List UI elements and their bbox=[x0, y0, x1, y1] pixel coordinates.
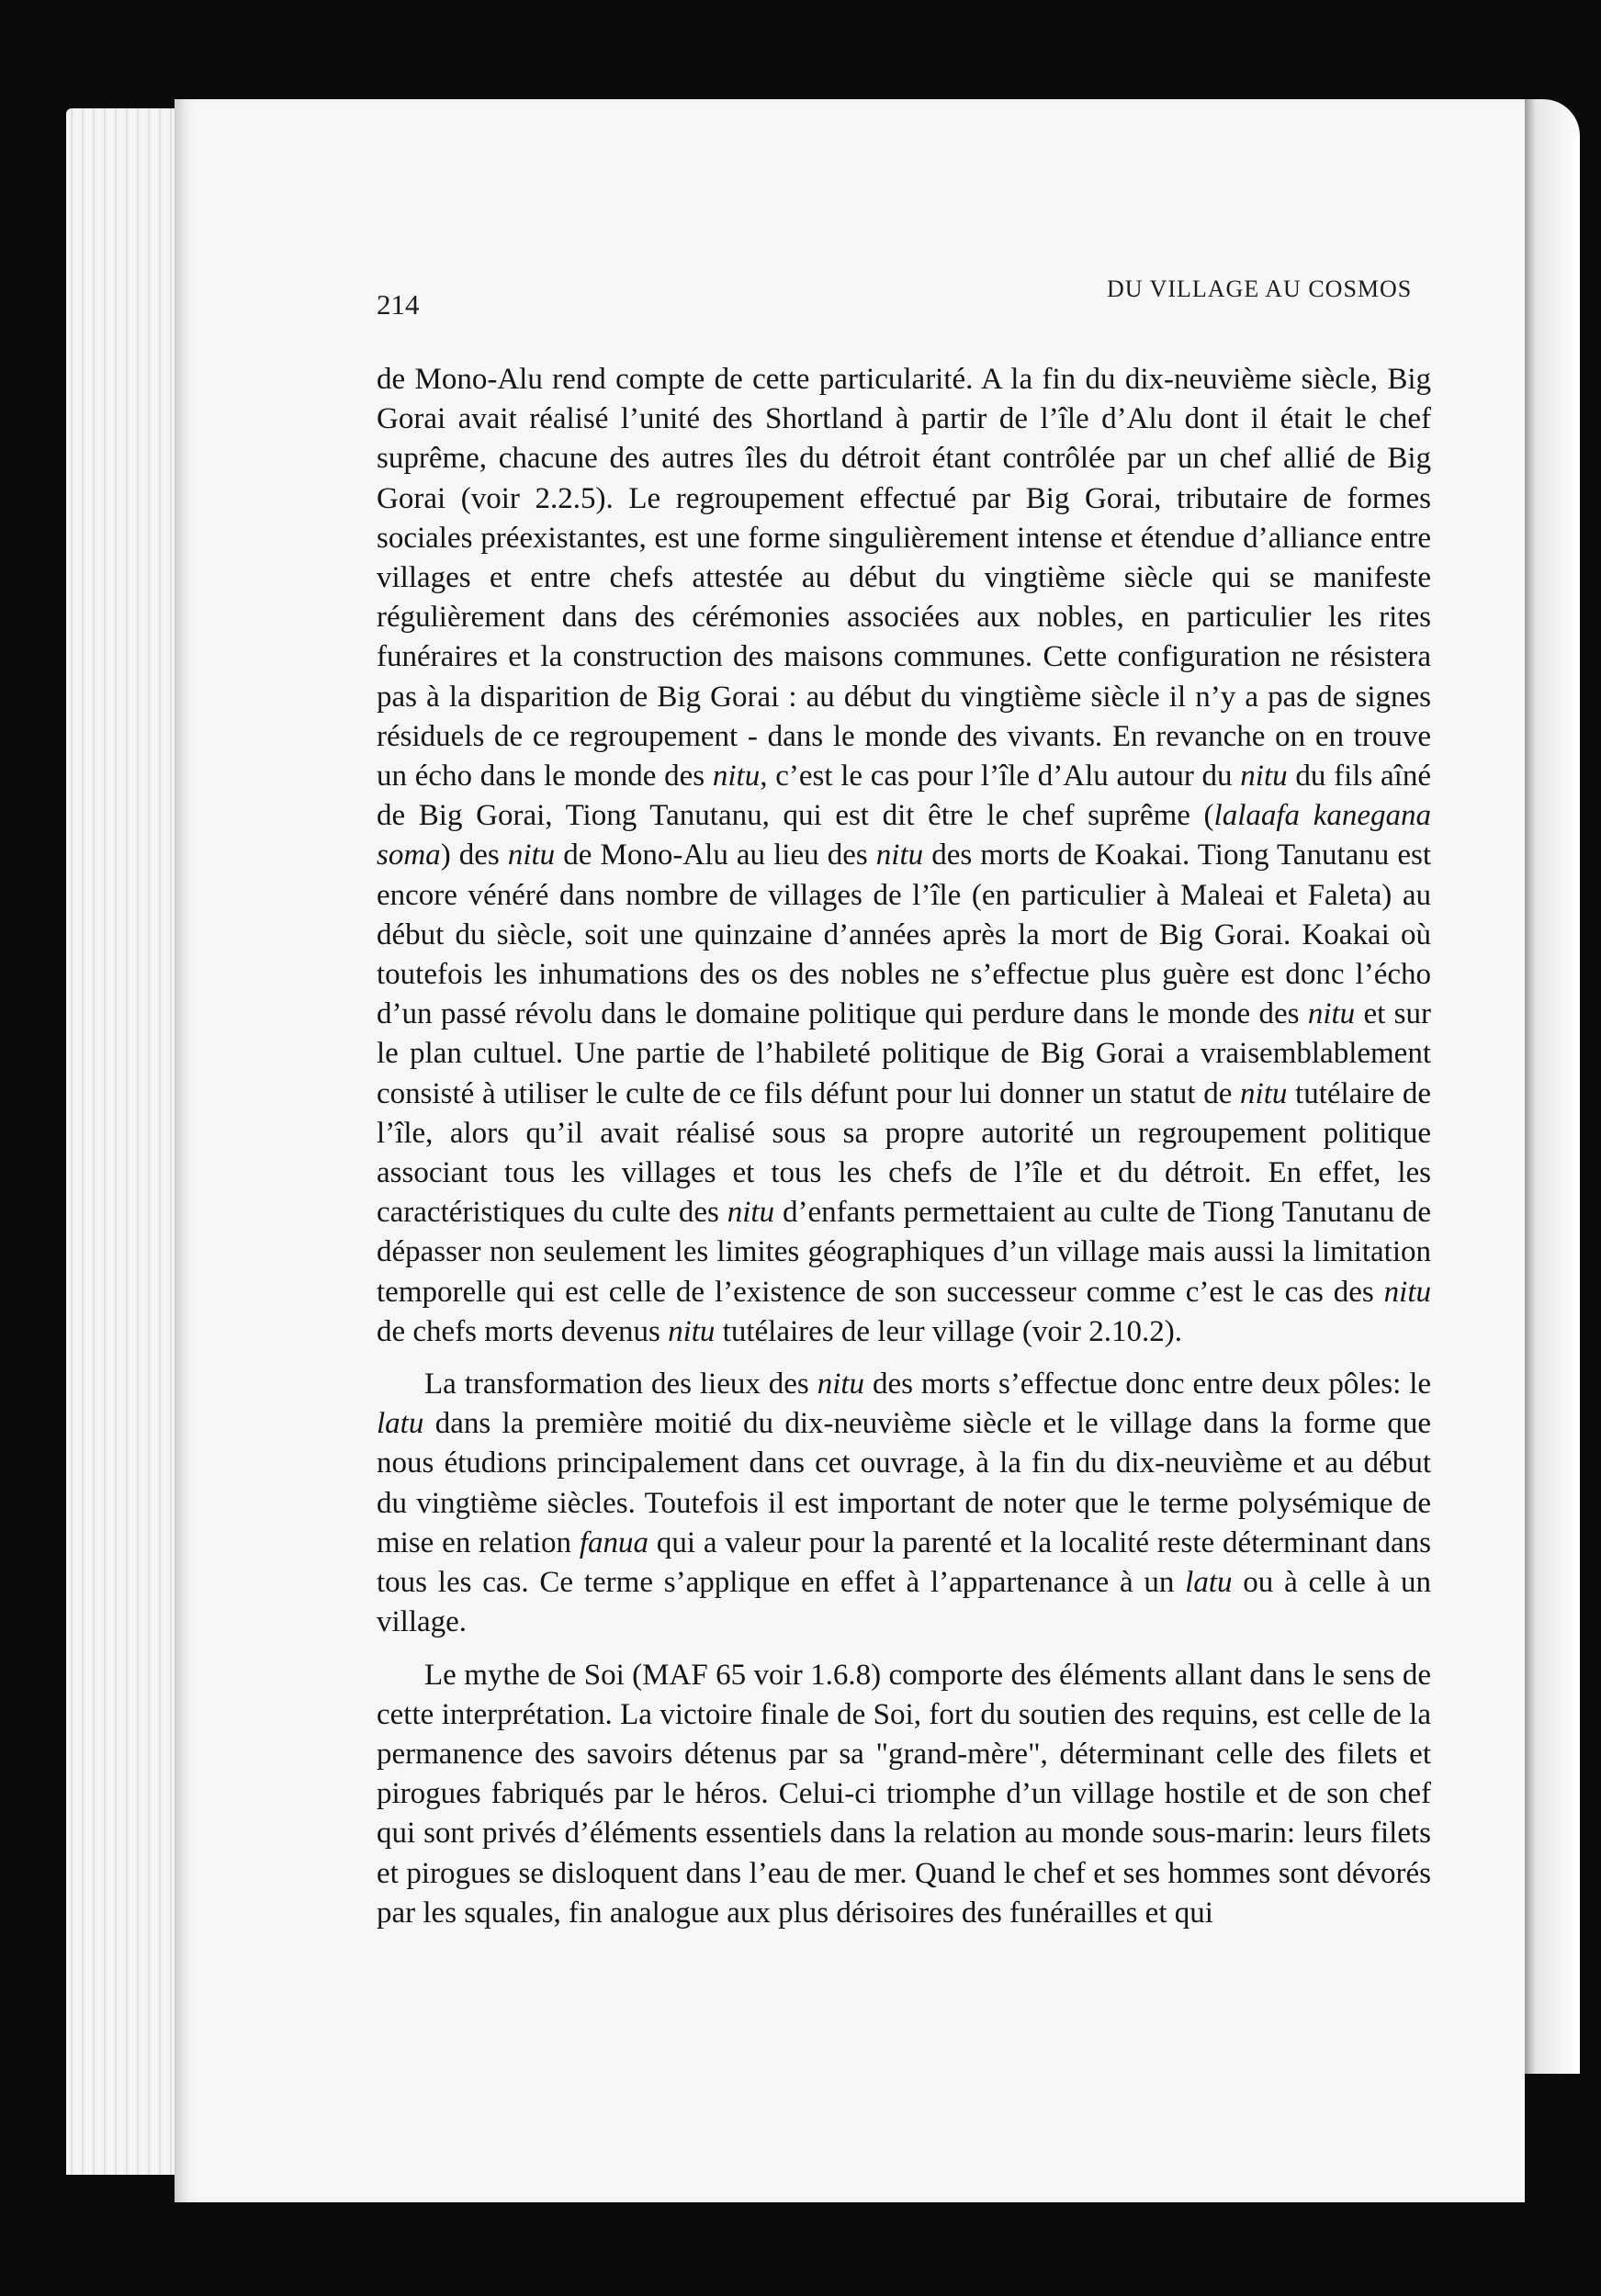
text-run: , c’est le cas pour l’île d’Alu autour du bbox=[760, 760, 1241, 793]
text-run: dans la première moitié du dix-neuvième siècle et le village dans la forme que nous étudions principalement dans cet ouvrage, à la fin du dix-neuvième et au début du vingtième siècles. Toutefois il est important de noter que le terme polysémique de mise en relation bbox=[377, 1407, 1431, 1559]
italic-term: nitu bbox=[668, 1314, 716, 1348]
next-page-edge bbox=[1525, 99, 1580, 2074]
text-run: Le mythe de Soi (MAF 65 voir 1.6.8) comporte des éléments allant dans le sens de cette interprétation. La victoire finale de Soi, fort du soutien des requins, est celle de la permanence des savoirs détenus par sa "grand-mère", déterminant celle des filets et pirogues fabriqués par le héros. Celui-ci triomphe d’un village hostile et de son chef qui sont privés d’éléments essentiels dans la relation au monde sous-marin: leurs filets et pirogues se disloquent dans l’eau de mer. Quand le chef et ses hommes sont dévorés par les squales, fin analogue aux plus dérisoires des funérailles et qui bbox=[377, 1658, 1431, 1930]
italic-term: latu bbox=[377, 1407, 424, 1441]
text-run: de Mono-Alu au lieu des bbox=[555, 838, 876, 872]
italic-term: nitu bbox=[507, 838, 556, 872]
body-text bbox=[377, 360, 1431, 1933]
italic-term: latu bbox=[1185, 1566, 1233, 1600]
text-run: tutélaire de l’île, alors qu’il avait réalisé sous sa propre autorité un regroupement politique associant tous les villages et tous les chefs de l’île et du détroit. En effet, les caractéristiques du culte des bbox=[377, 1076, 1431, 1230]
text-run: d’enfants permettaient au culte de Tiong Tanutanu de dépasser non seulement les limites géographiques d’un village mais aussi la limitation temporelle qui est celle de l’existence de son successeur comme c’est le cas des bbox=[377, 1196, 1431, 1309]
text-run: tutélaires de leur village (voir 2.10.2). bbox=[715, 1314, 1183, 1348]
text-run: La transformation des lieux des bbox=[424, 1367, 817, 1401]
italic-term: nitu bbox=[712, 760, 761, 793]
italic-term: nitu bbox=[727, 1196, 775, 1230]
paragraph-2 bbox=[377, 1365, 1431, 1642]
italic-term: nitu bbox=[875, 838, 924, 872]
text-run: et sur le plan cultuel. Une partie de l’habileté politique de Big Gorai a vraisemblablement consisté à utiliser le culte de ce fils défunt pour lui donner un statut de bbox=[377, 997, 1431, 1110]
text-run: ou à celle à un village. bbox=[377, 1566, 1431, 1639]
text-run: des morts s’effectue donc entre deux pôles: le bbox=[864, 1367, 1432, 1401]
text-run: du fils aîné de Big Gorai, Tiong Tanutanu, qui est dit être le chef suprême ( bbox=[377, 760, 1431, 833]
italic-term: nitu bbox=[1240, 760, 1288, 793]
text-run: qui a valeur pour la parenté et la localité reste déterminant dans tous les cas. Ce terme s’applique en effet à l’appartenance à un bbox=[377, 1525, 1431, 1600]
italic-term: lalaafa kanegana soma bbox=[377, 799, 1431, 872]
paragraph-3 bbox=[377, 1656, 1431, 1933]
italic-term: nitu bbox=[1240, 1076, 1288, 1110]
running-head bbox=[0, 276, 1601, 321]
paragraph-1 bbox=[377, 360, 1431, 1352]
italic-term: nitu bbox=[817, 1367, 865, 1401]
italic-term: nitu bbox=[1383, 1275, 1431, 1309]
running-title: DU VILLAGE AU COSMOS bbox=[1107, 276, 1413, 302]
text-run: de chefs morts devenus bbox=[377, 1314, 669, 1348]
italic-term: nitu bbox=[1307, 997, 1356, 1031]
page-number: 214 bbox=[377, 288, 420, 321]
text-run: des morts de Koakai. Tiong Tanutanu est encore vénéré dans nombre de villages de l’île (en particulier à Maleai et Faleta) au début du siècle, soit une quinzaine d’années après la mort de Big Gorai. Koakai où toutefois les inhumations des os des nobles ne s’effectue plus guère est donc l’écho d’un passé révolu dans le domaine politique qui perdure dans le monde des bbox=[377, 838, 1431, 1031]
text-run: ) des bbox=[440, 838, 508, 872]
text-run: de Mono-Alu rend compte de cette particularité. A la fin du dix-neuvième siècle, Big Gorai avait réalisé l’unité des Shortland à partir de l’île d’Alu dont il était le chef suprême, chacune des autres îles du détroit étant contrôlée par un chef allié de Big Gorai (voir 2.2.5). Le regroupement effectué par Big Gorai, tributaire de formes sociales préexistantes, est une forme singulièrement intense et étendue d’alliance entre villages et entre chefs attestée au début du vingtième siècle qui se manifeste régulièrement dans des cérémonies associées aux nobles, en particulier les rites funéraires et la construction des maisons communes. Cette configuration ne résistera pas à la disparition de Big Gorai : au début du vingtième siècle il n’y a pas de signes résiduels de ce regroupement - dans le monde des vivants. En revanche on en trouve un écho dans le monde des bbox=[377, 363, 1431, 793]
italic-term: fanua bbox=[579, 1525, 648, 1559]
